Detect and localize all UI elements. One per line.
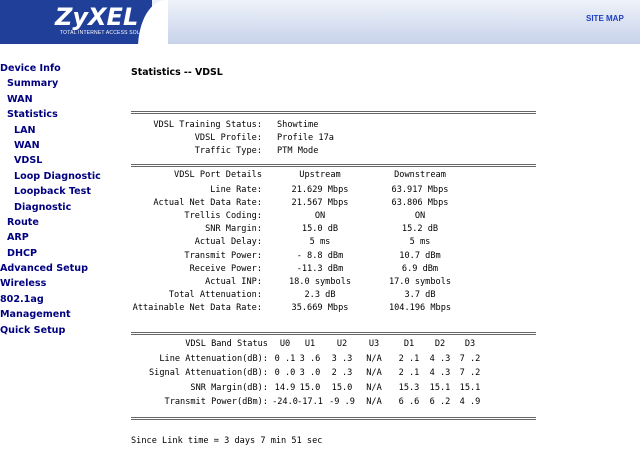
header-divider (152, 44, 640, 53)
sidebar-item-lan[interactable]: LAN (14, 124, 36, 136)
header-banner (152, 0, 640, 44)
port-row-label: Trellis Coding: (184, 210, 262, 221)
port-row-upstream: 21.567 Mbps (291, 197, 349, 208)
port-row-label: Transmit Power: (184, 250, 262, 261)
port-row-label: Receive Power: (189, 263, 262, 274)
sidebar-item-wan[interactable]: WAN (7, 93, 33, 105)
status-value: PTM Mode (277, 146, 319, 157)
port-row-label: Attainable Net Data Rate: (132, 303, 262, 314)
band-cell-u3: N/A (366, 368, 382, 379)
sidebar-item-statistics[interactable]: Statistics (7, 109, 58, 121)
status-value: Showtime (277, 120, 319, 130)
port-row-upstream: 15.0 dB (301, 224, 339, 235)
port-row-downstream: 6.9 dBm (401, 263, 439, 274)
port-row-upstream: -11.3 dBm (296, 263, 344, 274)
band-cell-d3: 7 .2 (459, 368, 481, 379)
port-row-upstream: 35.669 Mbps (291, 303, 349, 314)
band-cell-u0: 0 .0 (274, 368, 296, 379)
header (0, 0, 640, 53)
band-header-d1: D1 (403, 339, 415, 349)
sidebar-item-diagnostic[interactable]: Diagnostic (14, 201, 72, 213)
port-row-downstream: 5 ms (409, 237, 431, 248)
port-header-downstream: Downstream (394, 170, 446, 180)
band-cell-d2: 6 .2 (429, 396, 451, 407)
status-label: VDSL Training Status: (153, 120, 262, 130)
port-row-downstream: 104.196 Mbps (388, 303, 452, 314)
band-row-label: Signal Attenuation(dB): (149, 368, 268, 379)
status-label: Traffic Type: (194, 146, 262, 157)
sidebar-item-device-info[interactable]: Device Info (0, 63, 61, 74)
band-header-u2: U2 (336, 339, 348, 349)
band-cell-u0: 0 .1 (274, 354, 296, 364)
port-row-upstream: 2.3 dB (304, 290, 336, 301)
band-cell-u2: -9 .9 (329, 396, 355, 407)
status-value: Profile 17a (277, 133, 334, 144)
port-row-label: SNR Margin: (205, 224, 262, 235)
band-cell-u3: N/A (366, 354, 382, 364)
band-header-label: VDSL Band Status (185, 339, 268, 349)
link-time-text: Since Link time = 3 days 7 min 51 sec (131, 436, 323, 446)
sidebar-nav (0, 61, 125, 338)
band-header-d2: D2 (434, 339, 446, 349)
port-row-downstream: 15.2 dB (401, 224, 439, 235)
sidebar-item-vdsl[interactable]: VDSL (14, 155, 43, 167)
band-cell-u2: 3 .3 (331, 354, 353, 364)
sidebar-item-quick-setup[interactable]: Quick Setup (0, 324, 66, 336)
port-row-downstream: 17.0 symbols (388, 276, 452, 287)
site-map-link[interactable]: SITE MAP (586, 14, 624, 23)
band-cell-u1: 15.0 (299, 382, 321, 393)
port-row-label: Line Rate: (210, 184, 262, 195)
band-row-label: SNR Margin(dB): (190, 382, 268, 393)
band-cell-d2: 4 .3 (429, 368, 451, 379)
band-cell-u1: 3 .0 (299, 368, 321, 379)
sidebar-item-dhcp[interactable]: DHCP (7, 247, 38, 259)
band-cell-d3: 4 .9 (459, 396, 481, 407)
port-row-upstream: ON (314, 210, 326, 221)
port-row-label: Actual INP: (205, 276, 262, 287)
sidebar-item-loop-diagnostic[interactable]: Loop Diagnostic (14, 170, 101, 182)
status-label: VDSL Profile: (194, 133, 262, 144)
port-row-downstream: 63.917 Mbps (391, 184, 449, 195)
band-cell-u2: 15.0 (331, 382, 353, 393)
logo-tagline: TOTAL INTERNET ACCESS SOLUTION (60, 30, 157, 36)
port-row-upstream: 18.0 symbols (288, 276, 352, 287)
sidebar-item-wireless[interactable]: Wireless (0, 278, 47, 290)
band-cell-u0: 14.9 (274, 382, 296, 393)
band-row-label: Line Attenuation(dB): (159, 354, 268, 364)
band-cell-d2: 4 .3 (429, 354, 451, 364)
table-divider (131, 111, 536, 114)
port-row-label: Total Attenuation: (168, 290, 262, 301)
sidebar-item-summary[interactable]: Summary (7, 78, 59, 90)
port-row-downstream: 10.7 dBm (399, 250, 441, 261)
port-row-label: Actual Delay: (194, 237, 262, 248)
sidebar-item-wan[interactable]: WAN (14, 139, 40, 151)
port-header-upstream: Upstream (299, 170, 341, 180)
port-header-label: VDSL Port Details (174, 170, 262, 180)
band-row-label: Transmit Power(dBm): (164, 396, 268, 407)
band-header-u3: U3 (368, 339, 380, 349)
band-cell-u2: 2 .3 (331, 368, 353, 379)
band-header-u0: U0 (279, 339, 291, 349)
port-row-downstream: ON (414, 210, 426, 221)
band-cell-d2: 15.1 (429, 382, 451, 393)
band-cell-d3: 15.1 (459, 382, 481, 393)
sidebar-item-advanced-setup[interactable]: Advanced Setup (0, 263, 88, 275)
band-cell-u3: N/A (366, 396, 382, 407)
band-cell-d1: 2 .1 (398, 368, 420, 379)
port-row-upstream: 21.629 Mbps (291, 184, 349, 195)
table-divider (131, 417, 536, 420)
band-cell-d1: 6 .6 (398, 396, 420, 407)
zyxel-logo: ZyXEL (55, 3, 139, 31)
sidebar-item-management[interactable]: Management (0, 309, 71, 321)
band-cell-d1: 2 .1 (398, 354, 420, 364)
port-row-downstream: 3.7 dB (404, 290, 436, 301)
band-header-u1: U1 (304, 339, 316, 349)
port-row-downstream: 63.806 Mbps (391, 197, 449, 208)
sidebar-item-802-1ag[interactable]: 802.1ag (0, 293, 44, 305)
sidebar-item-arp[interactable]: ARP (7, 232, 29, 244)
sidebar-item-route[interactable]: Route (7, 216, 39, 228)
sidebar-item-loopback-test[interactable]: Loopback Test (14, 186, 91, 198)
port-row-upstream: - 8.8 dBm (296, 250, 344, 261)
table-divider (131, 164, 536, 167)
table-divider (131, 332, 536, 335)
band-cell-u1: -17.1 (297, 396, 323, 407)
band-cell-u3: N/A (366, 382, 382, 393)
band-cell-u1: 3 .6 (299, 354, 321, 364)
port-row-label: Actual Net Data Rate: (153, 197, 262, 208)
band-cell-d1: 15.3 (398, 382, 420, 393)
port-row-upstream: 5 ms (309, 237, 331, 248)
band-header-d3: D3 (464, 339, 476, 349)
band-cell-u0: -24.0 (272, 396, 298, 407)
band-cell-d3: 7 .2 (459, 354, 481, 364)
page-title: Statistics -- VDSL (131, 67, 223, 78)
